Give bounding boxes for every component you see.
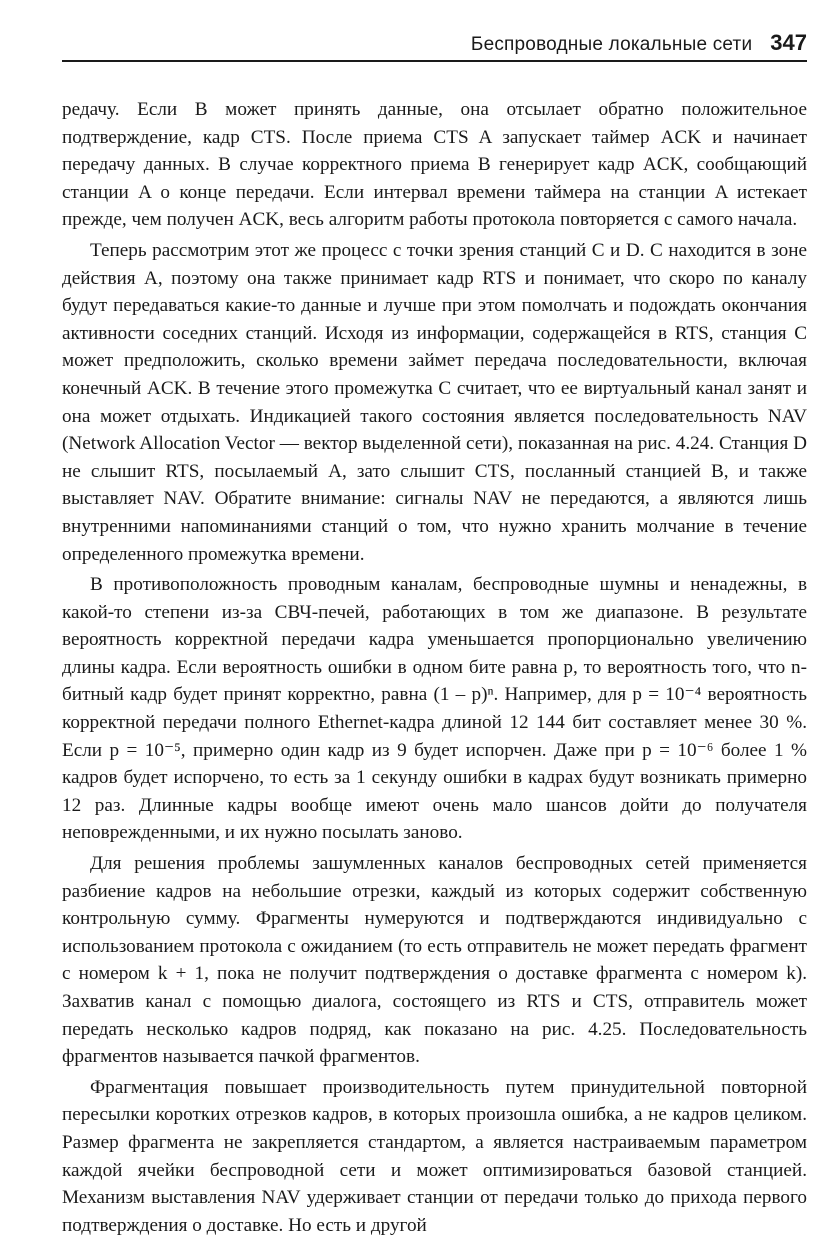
body-text	[62, 96, 807, 1239]
running-header	[62, 20, 807, 62]
paragraph-3: В противоположность проводным каналам, беспроводные шумны и ненадежны, в какой-то степени из-за СВЧ-печей, работающих в том же диапазоне. В результате вероятность корректной передачи кадра уменьшается пропорционально увеличению длины кадра. Если вероятность ошибки в одном бите равна p, то вероятность того, что n-битный кадр будет принят корректно, равна (1 – p)ⁿ. Например, для p = 10⁻⁴ вероятность корректной передачи полного Ethernet-кадра длиной 12 144 бит составляет менее 30 %. Если p = 10⁻⁵, примерно один кадр из 9 будет испорчен. Даже при p = 10⁻⁶ более 1 % кадров будет испорчено, то есть за 1 секунду ошибки в кадрах будут возникать примерно 12 раз. Длинные кадры вообще имеют очень мало шансов дойти до получателя неповрежденными, и их нужно посылать заново.	[62, 574, 807, 844]
page-number: 347	[770, 30, 807, 55]
paragraph-1: редачу. Если B может принять данные, она отсылает обратно положительное подтверждение, кадр CTS. После приема CTS A запускает таймер ACK и начинает передачу данных. В случае корректного приема B генерирует кадр ACK, сообщающий станции A о конце передачи. Если интервал времени таймера на станции A истекает прежде, чем получен ACK, весь алгоритм работы протокола повторяется с самого начала.	[62, 99, 807, 231]
paragraph-2: Теперь рассмотрим этот же процесс с точки зрения станций C и D. C находится в зоне действия A, поэтому она также принимает кадр RTS и понимает, что скоро по каналу будут передаваться какие-то данные и лучше при этом помолчать и подождать окончания активности соседних станций. Исходя из информации, содержащейся в RTS, станция C может предположить, сколько времени займет передача последовательности, включая конечный ACK. В течение этого промежутка C считает, что ее виртуальный канал занят и она может отдыхать. Индикацией такого состояния является последовательность NAV (Network Allocation Vector — вектор выделенной сети), показанная на рис. 4.24. Станция D не слышит RTS, посылаемый A, зато слышит CTS, посланный станцией B, и также выставляет NAV. Обратите внимание: сигналы NAV не передаются, а являются лишь внутренними напоминаниями станций о том, что нужно хранить молчание в течение определенного промежутка времени.	[62, 239, 807, 565]
paragraph-4: Для решения проблемы зашумленных каналов беспроводных сетей применяется разбиение кадров на небольшие отрезки, каждый из которых содержит собственную контрольную сумму. Фрагменты нумеруются и подтверждаются индивидуально с использованием протокола с ожиданием (то есть отправитель не может передать фрагмент с номером k + 1, пока не получит подтверждения о доставке фрагмента с номером k). Захватив канал с помощью диалога, состоящего из RTS и CTS, отправитель может передать несколько кадров подряд, как показано на рис. 4.25. Последовательность фрагментов называется пачкой фрагментов.	[62, 853, 807, 1068]
paragraph-5: Фрагментация повышает производительность путем принудительной повторной пересылки коротких отрезков кадров, в которых произошла ошибка, а не кадров целиком. Размер фрагмента не закрепляется стандартом, а является настраиваемым параметром каждой ячейки беспроводной сети и может оптимизироваться базовой станцией. Механизм выставления NAV удерживает станции от передачи только до прихода первого подтверждения о доставке. Но есть и другой	[62, 1076, 807, 1236]
chapter-title: Беспроводные локальные сети	[470, 34, 753, 55]
